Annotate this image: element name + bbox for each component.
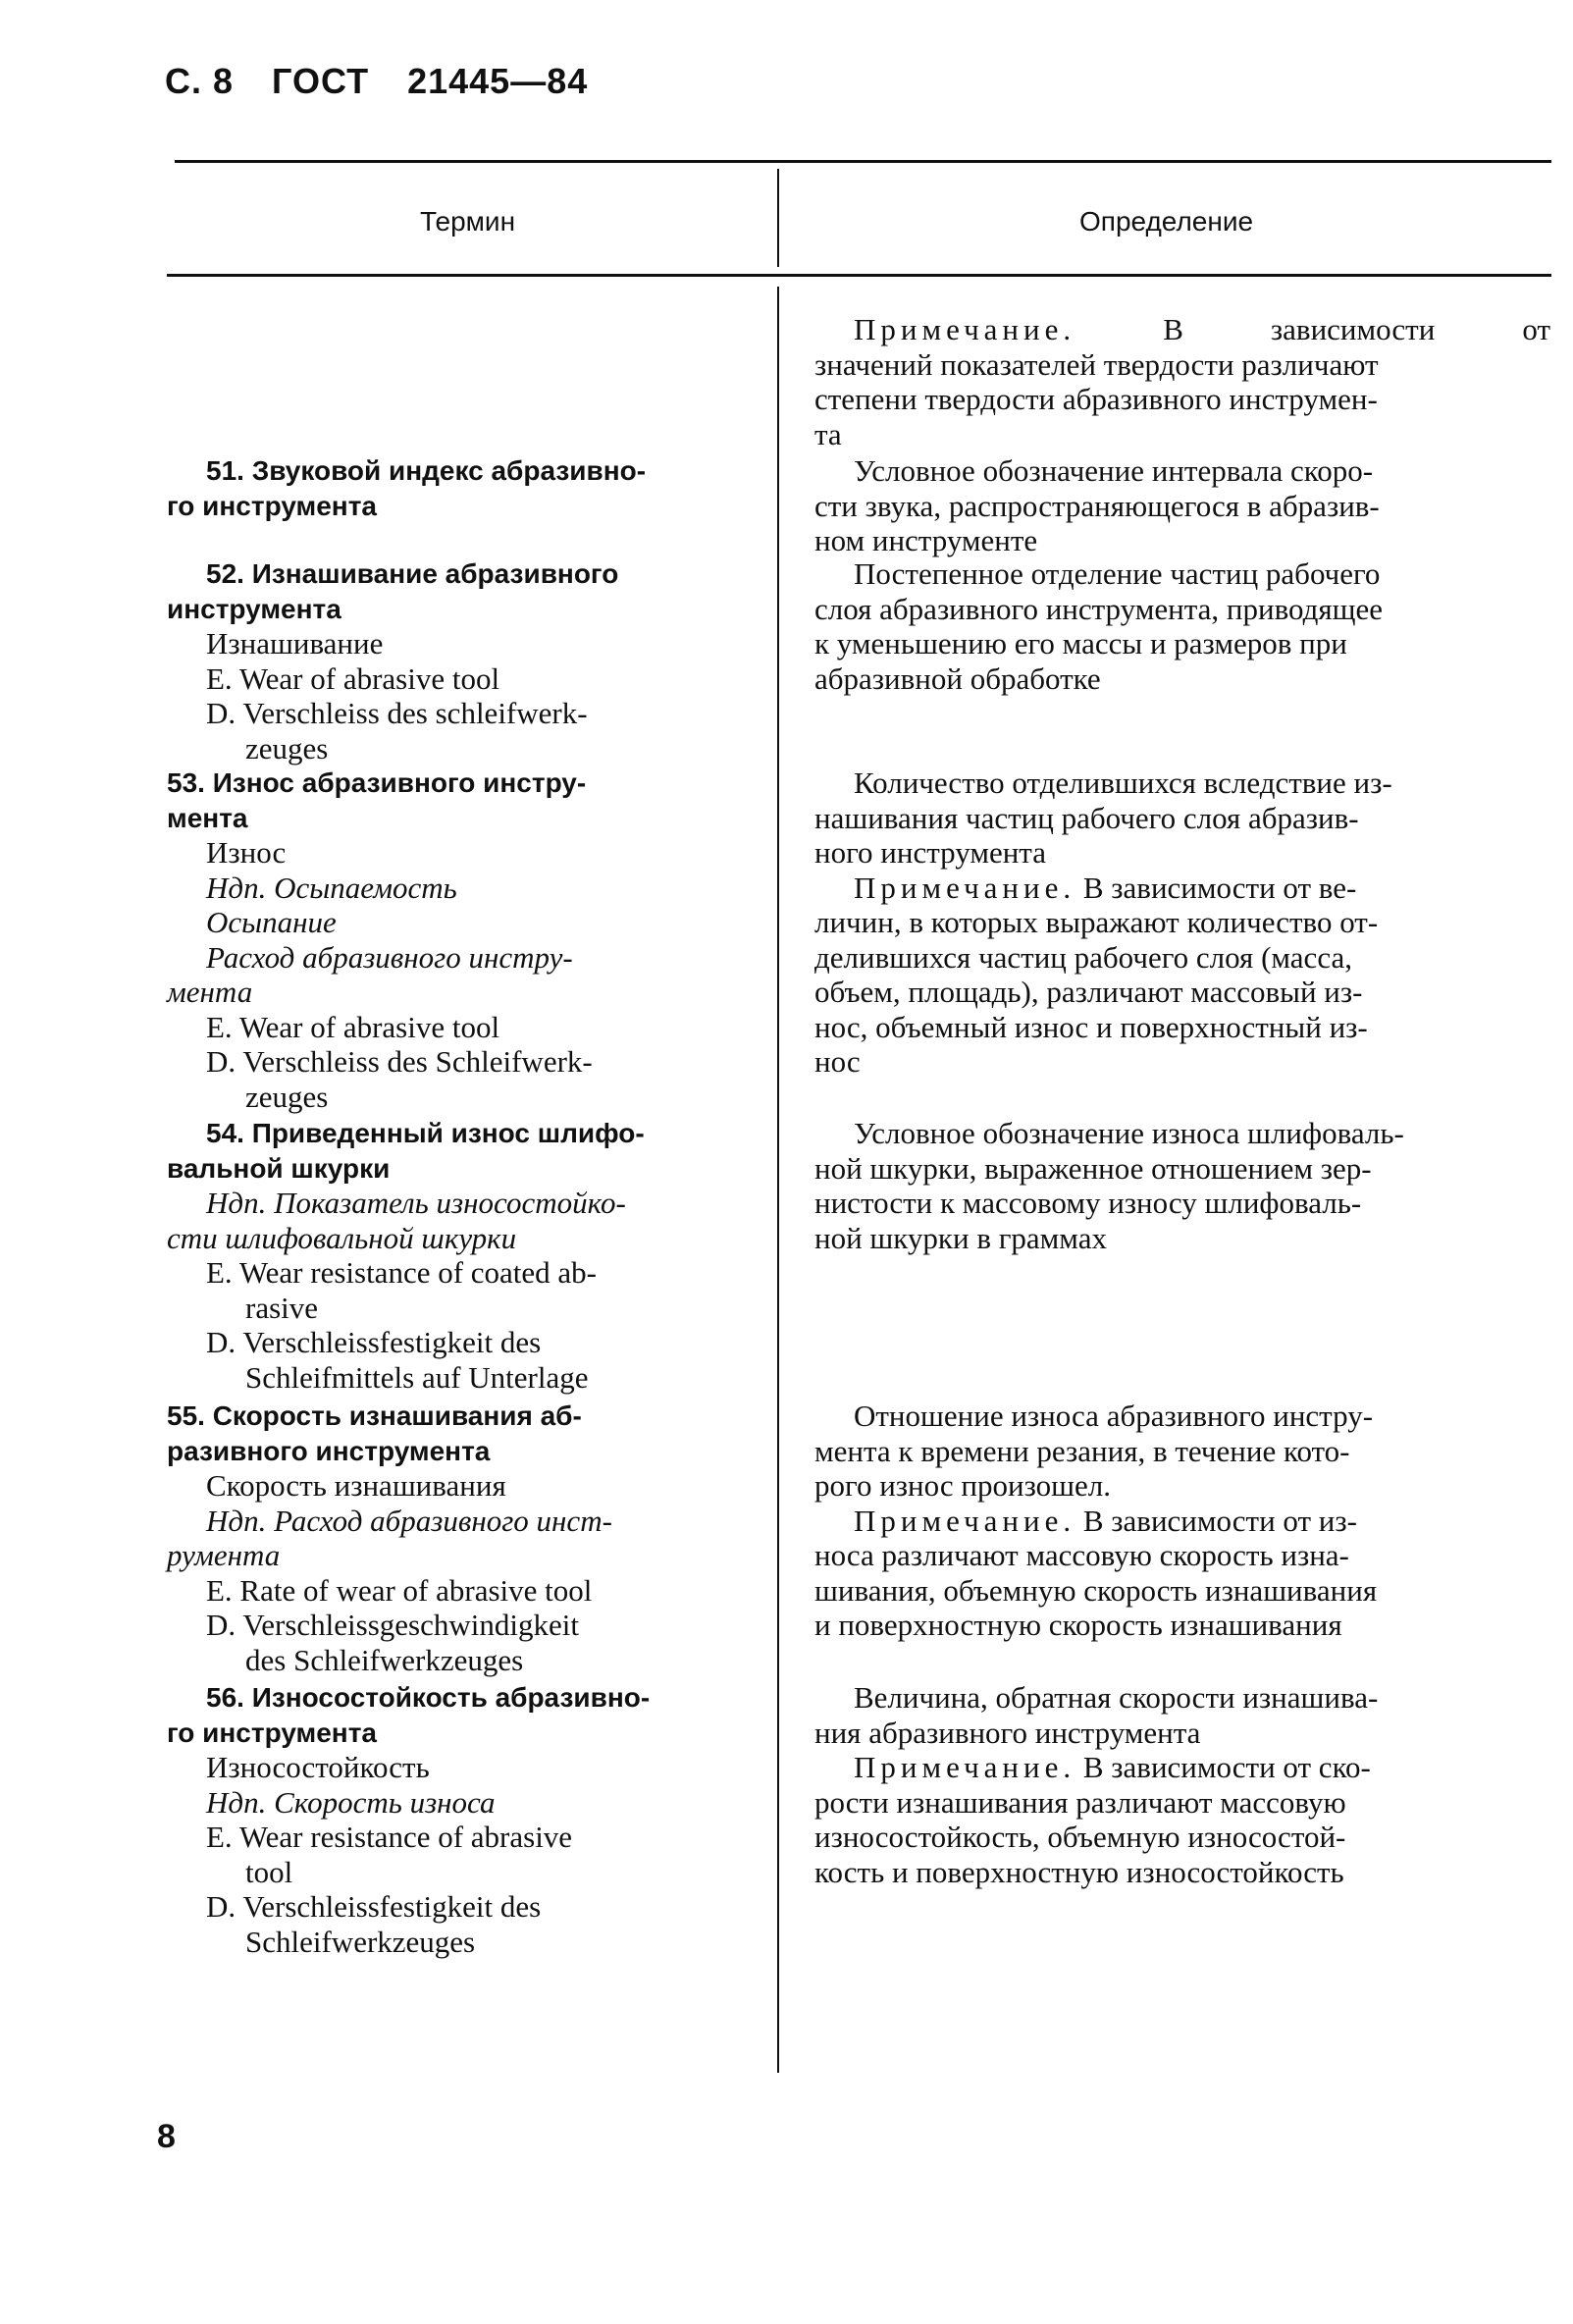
definition-line: объем, площадь), различают массовый из- bbox=[814, 975, 1363, 1009]
term-title: 53. Износ абразивного инстру- bbox=[167, 767, 587, 798]
top-rule bbox=[175, 160, 1551, 163]
term-german: D. Verschleiss des schleifwerk- bbox=[206, 696, 588, 730]
definition-line: сти звука, распространяющегося в абразив- bbox=[814, 488, 1380, 523]
term-title: 51. Звуковой индекс абразивно- bbox=[206, 455, 647, 486]
term-entry-51 bbox=[167, 453, 756, 523]
term-deprecated: Осыпание bbox=[206, 905, 337, 939]
term-german: D. Verschleissfestigkeit des bbox=[206, 1325, 542, 1359]
term-german: des Schleifwerkzeuges bbox=[245, 1642, 524, 1677]
term-english: E. Wear resistance of abrasive bbox=[206, 1820, 573, 1854]
definition-line: Условное обозначение износа шлифоваль- bbox=[854, 1116, 1404, 1150]
term-title: разивного инструмента bbox=[167, 1435, 491, 1466]
definition-entry-52 bbox=[814, 556, 1550, 696]
definition-entry-55 bbox=[814, 1399, 1550, 1643]
term-deprecated: румента bbox=[167, 1538, 281, 1572]
definition-line: слоя абразивного инструмента, приводящее bbox=[814, 591, 1384, 626]
definition-entry-51 bbox=[814, 453, 1550, 558]
term-entry-56 bbox=[167, 1680, 756, 1959]
note-line: та bbox=[814, 416, 842, 451]
definition-line: Примечание. В зависимости от ско- bbox=[854, 1750, 1371, 1784]
definition-entry-56 bbox=[814, 1680, 1550, 1889]
definition-entry-53 bbox=[814, 766, 1550, 1080]
definition-line: мента к времени резания, в течение кото- bbox=[814, 1433, 1350, 1468]
term-deprecated: Ндп. Показатель износостойко- bbox=[206, 1186, 626, 1220]
definition-line: ном инструменте bbox=[814, 523, 1038, 557]
term-english: E. Wear of abrasive tool bbox=[206, 1009, 500, 1044]
term-english: E. Rate of wear of abrasive tool bbox=[206, 1572, 593, 1608]
term-title: го инструмента bbox=[167, 490, 378, 521]
term-entry-55 bbox=[167, 1399, 756, 1677]
term-german: zeuges bbox=[245, 1079, 329, 1114]
term-german: D. Verschleissfestigkeit des bbox=[206, 1889, 542, 1924]
term-entry-54 bbox=[167, 1116, 756, 1395]
term-english: E. Wear of abrasive tool bbox=[206, 660, 500, 696]
note-line: степени твердости абразивного инструмен- bbox=[814, 382, 1378, 416]
body-column-divider bbox=[777, 287, 779, 2073]
term-synonym: Износ bbox=[206, 835, 287, 870]
term-entry-52 bbox=[167, 556, 756, 766]
definition-line: нос, объемный износ и поверхностный из- bbox=[814, 1009, 1368, 1044]
definition-entry-54 bbox=[814, 1116, 1550, 1255]
term-title: го инструмента bbox=[167, 1717, 378, 1748]
header-column-divider bbox=[777, 169, 779, 267]
note-line: Примечание. В зависимости от bbox=[854, 312, 1550, 346]
term-deprecated: Ндп. Расход абразивного инст- bbox=[206, 1503, 612, 1538]
definition-line: ного инструмента bbox=[814, 835, 1046, 870]
definition-line: рости изнашивания различают массовую bbox=[814, 1784, 1346, 1820]
definition-line: кость и поверхностную износостойкость bbox=[814, 1854, 1344, 1889]
definition-line: нашивания частиц рабочего слоя абразив- bbox=[814, 800, 1359, 835]
header-bottom-rule bbox=[167, 274, 1551, 277]
term-german: D. Verschleissgeschwindigkeit bbox=[206, 1608, 579, 1642]
term-deprecated: мента bbox=[167, 975, 253, 1009]
term-german: zeuges bbox=[245, 730, 329, 766]
term-title: 56. Износостойкость абразивно- bbox=[206, 1682, 651, 1713]
note-label: Примечание. bbox=[854, 1503, 1076, 1538]
term-deprecated: Ндп. Осыпаемость bbox=[206, 870, 457, 905]
term-german: Schleifmittels auf Unterlage bbox=[245, 1359, 589, 1395]
term-synonym: Скорость изнашивания bbox=[206, 1468, 506, 1503]
note-label: Примечание. bbox=[854, 312, 1076, 346]
definition-line: рого износ произошел. bbox=[814, 1468, 1111, 1503]
column-header-definition: Определение bbox=[1079, 206, 1254, 237]
term-deprecated: Расход абразивного инстру- bbox=[206, 939, 573, 975]
definition-line: Величина, обратная скорости изнашива- bbox=[854, 1680, 1379, 1715]
term-english: rasive bbox=[245, 1290, 319, 1325]
definition-line: и поверхностную скорость изнашивания bbox=[814, 1608, 1342, 1642]
definition-line: шивания, объемную скорость изнашивания bbox=[814, 1572, 1378, 1608]
term-title: мента bbox=[167, 802, 248, 833]
term-deprecated: Ндп. Скорость износа bbox=[206, 1784, 496, 1820]
definition-line: носа различают массовую скорость изна- bbox=[814, 1538, 1349, 1572]
definition-line: Количество отделившихся вследствие из- bbox=[854, 766, 1392, 800]
term-title: 54. Приведенный износ шлифо- bbox=[206, 1118, 645, 1148]
term-entry-53 bbox=[167, 766, 756, 1114]
definition-line: Условное обозначение интервала скоро- bbox=[854, 453, 1374, 488]
term-synonym: Изнашивание bbox=[206, 626, 384, 660]
page-header bbox=[165, 61, 615, 102]
intro-note bbox=[814, 312, 1550, 451]
term-title: 55. Скорость изнашивания аб- bbox=[167, 1400, 582, 1431]
page-number: 8 bbox=[157, 2118, 176, 2155]
term-deprecated: сти шлифовальной шкурки bbox=[167, 1220, 517, 1255]
definition-line: к уменьшению его массы и размеров при bbox=[814, 626, 1347, 660]
definition-line: Примечание. В зависимости от из- bbox=[854, 1503, 1357, 1538]
term-german: Schleifwerkzeuges bbox=[245, 1924, 476, 1959]
term-synonym: Износостойкость bbox=[206, 1750, 430, 1784]
column-header-term: Термин bbox=[420, 206, 516, 237]
term-title: инструмента bbox=[167, 593, 341, 624]
term-english: tool bbox=[245, 1854, 293, 1889]
note-label: Примечание. bbox=[854, 870, 1076, 905]
term-title: 52. Изнашивание абразивного bbox=[206, 558, 619, 589]
definition-line: ния абразивного инструмента bbox=[814, 1715, 1201, 1750]
header-number: 21445—84 bbox=[407, 61, 589, 101]
term-english: E. Wear resistance of coated ab- bbox=[206, 1255, 598, 1290]
definition-line: личин, в которых выражают количество от- bbox=[814, 905, 1379, 939]
definition-line: Отношение износа абразивного инстру- bbox=[854, 1399, 1374, 1433]
definition-line: ной шкурки в граммах bbox=[814, 1220, 1107, 1255]
header-standard: ГОСТ bbox=[272, 61, 370, 101]
note-line: значений показателей твердости различают bbox=[814, 346, 1379, 382]
definition-line: нистости к массовому износу шлифоваль- bbox=[814, 1186, 1362, 1220]
term-german: D. Verschleiss des Schleifwerk- bbox=[206, 1044, 593, 1079]
definition-line: Постепенное отделение частиц рабочего bbox=[854, 556, 1381, 591]
definition-line: Примечание. В зависимости от ве- bbox=[854, 870, 1357, 905]
note-label: Примечание. bbox=[854, 1750, 1076, 1784]
term-title: вальной шкурки bbox=[167, 1152, 391, 1184]
definition-line: делившихся частиц рабочего слоя (масса, bbox=[814, 939, 1352, 975]
header-page-ref: С. 8 bbox=[165, 61, 235, 101]
definition-line: абразивной обработке bbox=[814, 660, 1101, 696]
definition-line: нос bbox=[814, 1044, 861, 1079]
definition-line: ной шкурки, выраженное отношением зер- bbox=[814, 1150, 1372, 1186]
definition-line: износостойкость, объемную износостой- bbox=[814, 1820, 1346, 1854]
